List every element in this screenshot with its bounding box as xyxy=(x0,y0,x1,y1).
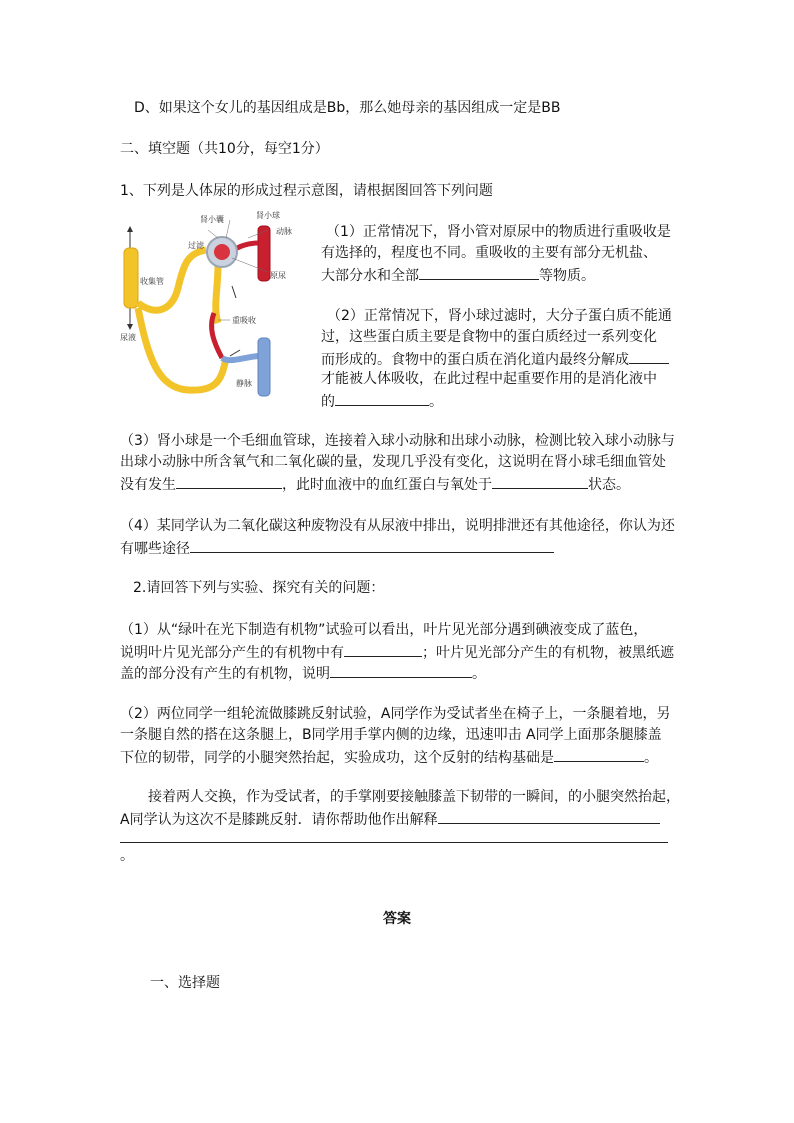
q2-part2-line2: 一条腿自然的搭在这条腿上，B同学用手掌内侧的边缘，迅速叩击 A同学上面那条腿膝盖 xyxy=(120,727,662,743)
label-glomerulus: 肾小球 xyxy=(256,211,280,220)
q2-part2-line1: （2）两位同学一组轮流做膝跳反射试验，A同学作为受试者坐在椅子上，一条腿着地，另 xyxy=(120,706,671,722)
answer-blank[interactable] xyxy=(344,641,422,657)
q1-part3-line2: 出球小动脉中所含氧气和二氧化碳的量，发现几乎没有变化，这说明在肾小球毛细血管处 xyxy=(120,454,666,470)
label-primary-urine: 原尿 xyxy=(270,271,286,280)
label-collecting-duct: 收集管 xyxy=(140,277,164,286)
option-d: D、如果这个女儿的基因组成是Bb，那么她母亲的基因组成一定是BB xyxy=(134,100,561,116)
q1-part1-line1: （1）正常情况下，肾小管对原尿中的物质进行重吸收是 xyxy=(326,224,671,240)
q1-part1-line3: 大部分水和全部 等物质。 xyxy=(321,264,595,286)
artery-shape xyxy=(258,226,270,281)
q2-part1-line1: （1）从“绿叶在光下制造有机物”试验可以看出，叶片见光部分遇到碘液变成了蓝色， xyxy=(120,622,648,638)
urine-formation-diagram xyxy=(118,208,318,406)
answer-blank[interactable] xyxy=(492,473,588,489)
answer-blank[interactable] xyxy=(419,264,539,280)
down-arrow-head-icon xyxy=(127,324,133,330)
answer-blank-full-line[interactable] xyxy=(120,842,668,843)
q1-part3-line1: （3）肾小球是一个毛细血管球，连接着入球小动脉和出球小动脉，检测比较入球小动脉与 xyxy=(120,433,675,449)
vein-branch-shape xyxy=(222,356,258,360)
label-vein: 静脉 xyxy=(236,379,252,388)
q1-part2-line1: （2）正常情况下，肾小球过滤时，大分子蛋白质不能通 xyxy=(327,308,672,324)
vein-shape xyxy=(258,338,270,396)
section-title-fill-in: 二、填空题（共10分，每空1分） xyxy=(120,141,329,157)
label-capsule: 肾小囊 xyxy=(200,215,224,224)
question-1-title: 1、下列是人体尿的形成过程示意图，请根据图回答下列问题 xyxy=(120,183,493,199)
label-reabsorption: 重吸收 xyxy=(232,316,256,325)
answer-blank[interactable] xyxy=(629,348,669,364)
q2-part3-line1: 接着两人交换，作为受试者，的手掌刚要接触膝盖下韧带的一瞬间，的小腿突然抬起， xyxy=(148,789,680,805)
answer-blank[interactable] xyxy=(176,473,282,489)
q2-part1-line3: 盖的部分没有产生的有机物，说明 。 xyxy=(120,662,486,684)
label-filtration: 过滤 xyxy=(188,241,204,250)
q1-part2-line3: 而形成的。食物中的蛋白质在消化道内最终分解成 xyxy=(321,348,669,370)
question-2-title: 2.请回答下列与实验、探究有关的问题： xyxy=(133,580,385,596)
q2-part2-line3: 下位的韧带，同学的小腿突然抬起，实验成功，这个反射的结构基础是 。 xyxy=(120,746,658,768)
answer-blank[interactable] xyxy=(330,662,472,678)
q2-part3-line2: A同学认为这次不是膝跳反射．请你帮助他作出解释 xyxy=(120,808,660,830)
q1-part2-line4: 才能被人体吸收，在此过程中起重要作用的是消化液中 xyxy=(321,371,657,387)
label-artery: 动脉 xyxy=(276,227,292,236)
q2-part3-end: 。 xyxy=(120,848,134,864)
answer-heading: 答案 xyxy=(383,911,411,927)
collecting-duct-shape xyxy=(124,248,138,308)
glomerulus-shape xyxy=(214,244,230,260)
q1-part2-line2: 过，这些蛋白质主要是食物中的蛋白质经过一系列变化 xyxy=(321,329,657,345)
answer-blank[interactable] xyxy=(190,537,554,553)
q1-part4-line1: （4）某同学认为二氧化碳这种废物没有从尿液中排出，说明排泄还有其他途径，你认为还 xyxy=(120,518,675,534)
q1-part4-line2: 有哪些途径 xyxy=(120,537,554,559)
urine-formation-svg xyxy=(118,208,318,406)
answer-blank[interactable] xyxy=(335,390,429,406)
q2-part1-line2: 说明叶片见光部分产生的有机物中有 ；叶片见光部分产生的有机物，被黑纸遮 xyxy=(120,641,674,663)
answer-section-choice: 一、选择题 xyxy=(150,975,220,991)
reabsorb-arrow-icon xyxy=(232,286,236,298)
flow-arrow-icon xyxy=(230,350,240,356)
label-urine: 尿液 xyxy=(120,333,136,342)
q1-part1-line2: 有选择的，程度也不同。重吸收的主要有部分无机盐、 xyxy=(321,245,657,261)
q1-part2-line5: 的 。 xyxy=(321,390,443,412)
up-arrow-head-icon xyxy=(127,226,133,232)
q1-part3-line3: 没有发生 ，此时血液中的血红蛋白与氧处于 状态。 xyxy=(120,473,630,495)
answer-blank[interactable] xyxy=(554,746,644,762)
answer-blank[interactable] xyxy=(438,808,660,824)
